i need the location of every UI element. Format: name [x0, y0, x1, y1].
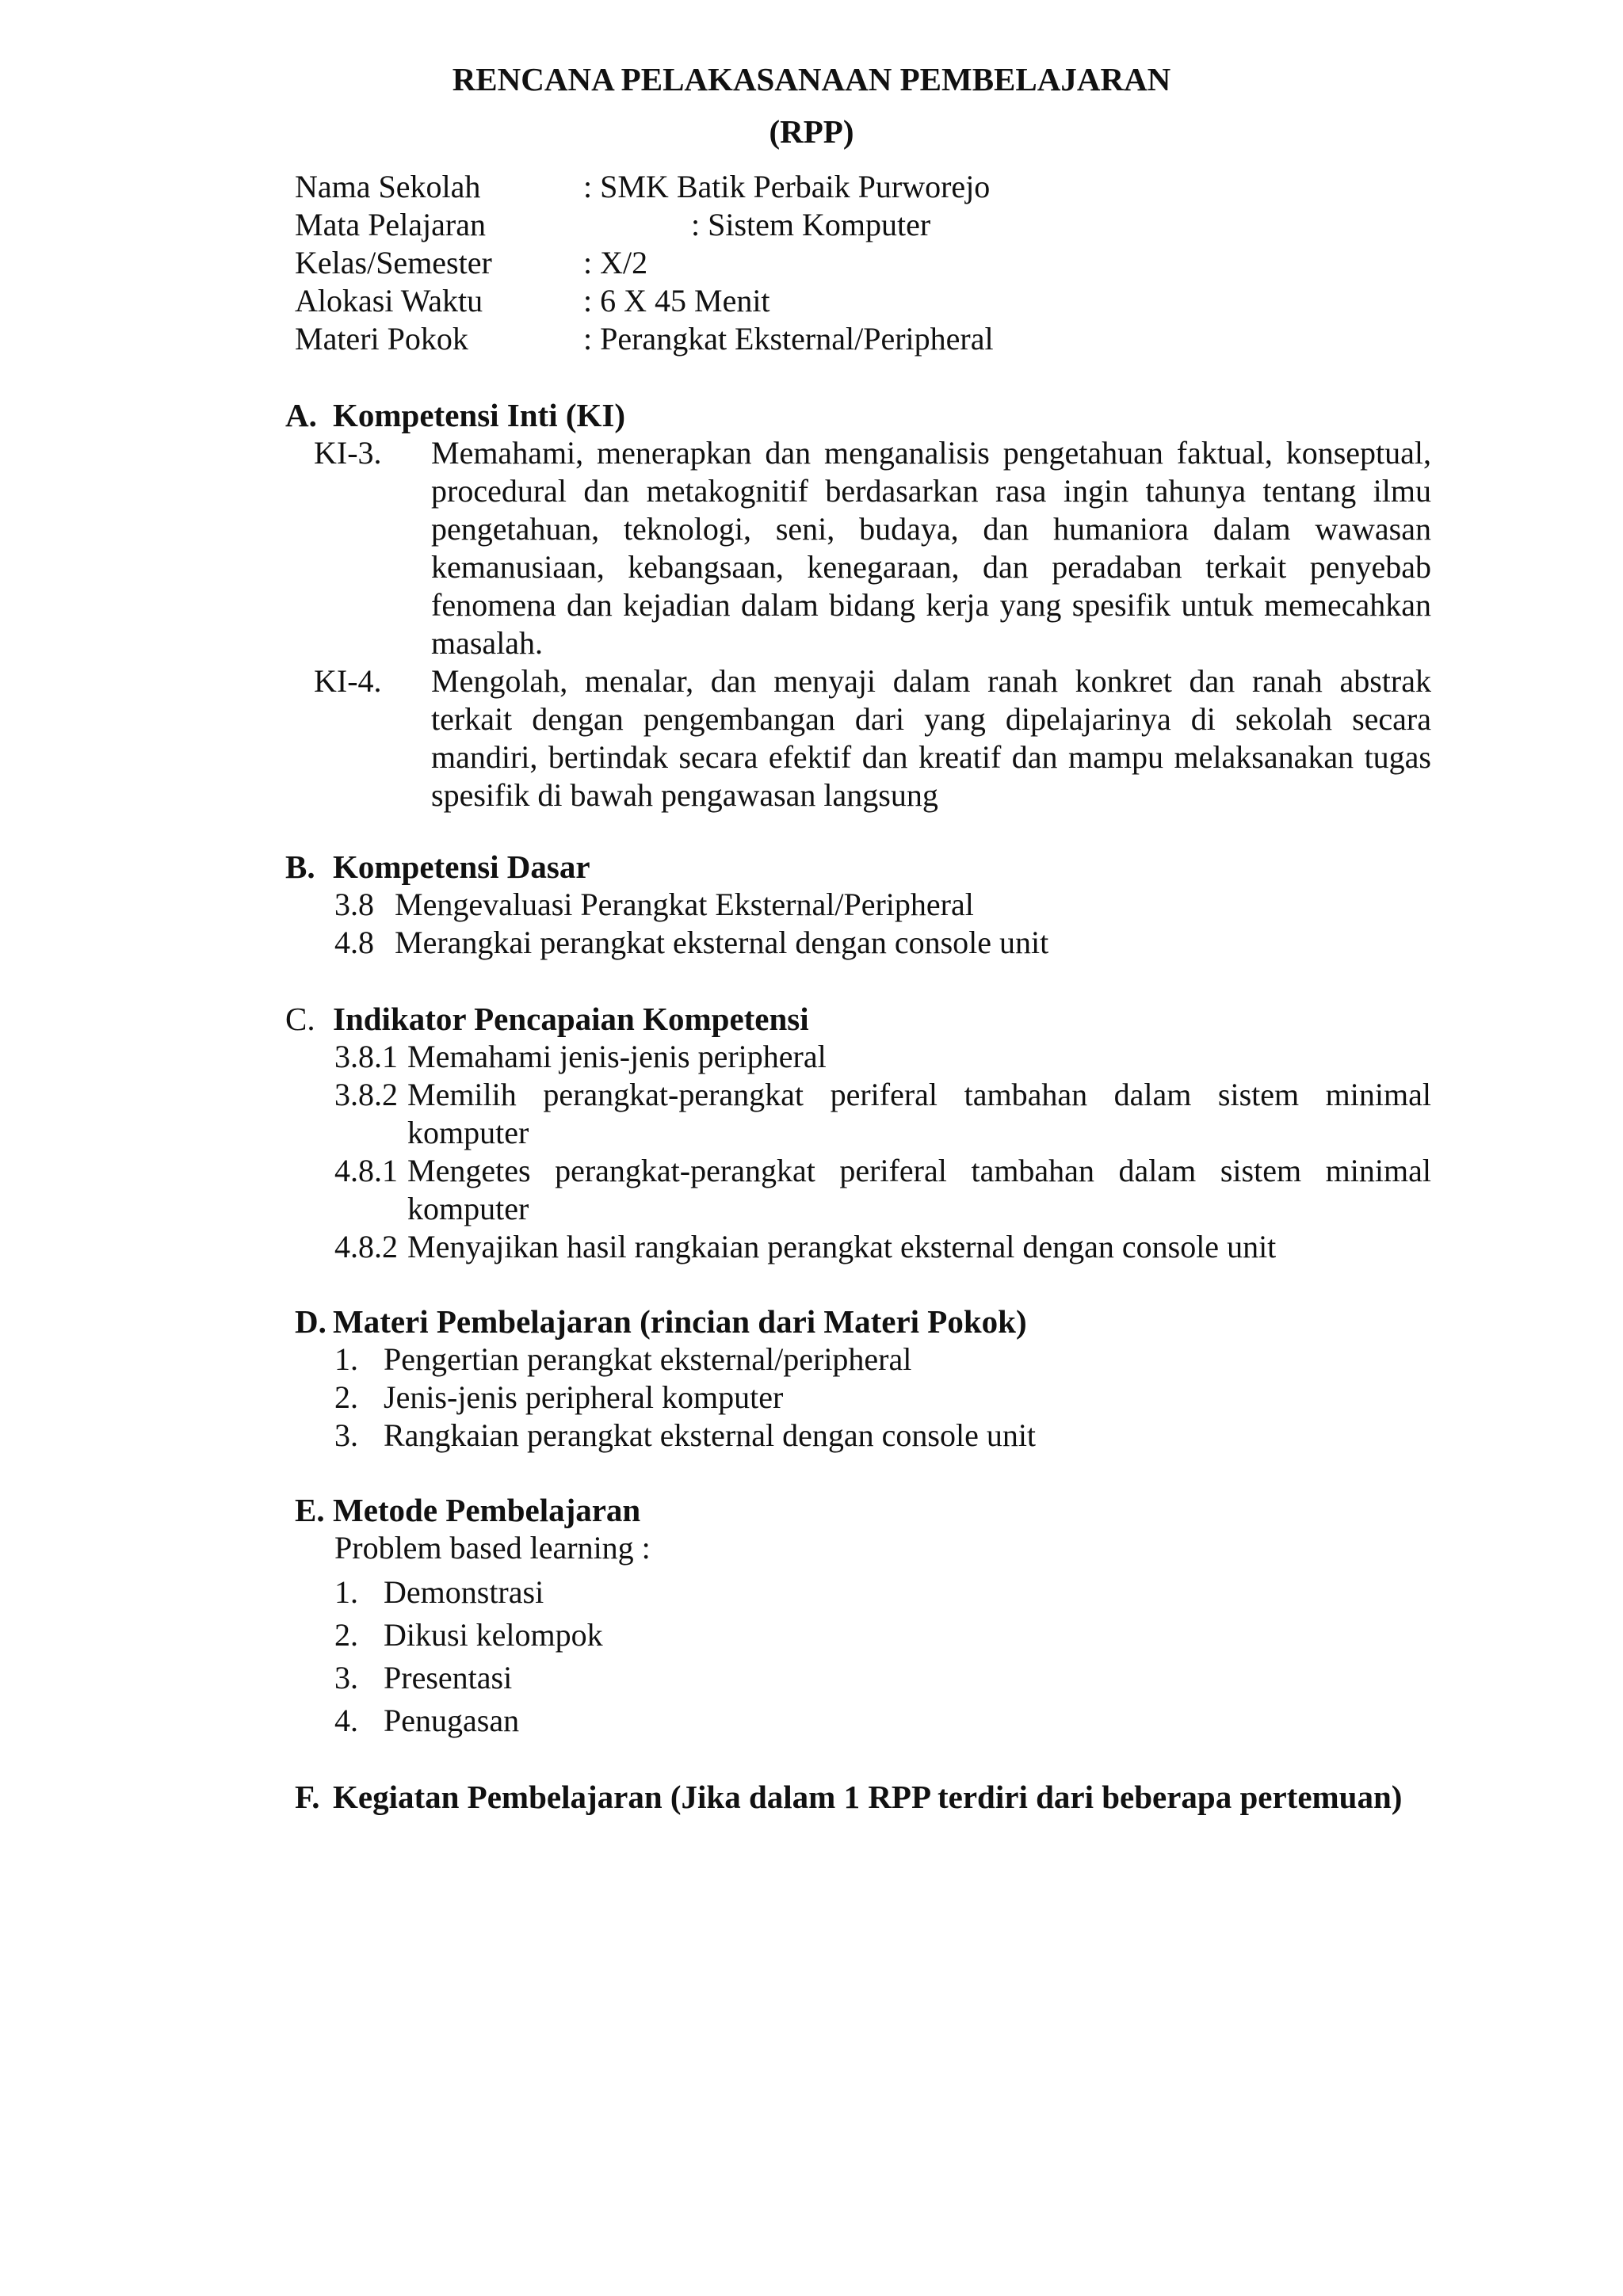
identity-label: Mata Pelajaran: [295, 207, 486, 242]
section-title: Kegiatan Pembelajaran (Jika dalam 1 RPP terdiri dari beberapa pertemuan): [333, 1779, 1403, 1815]
item-text: Rangkaian perangkat eksternal dengan console unit: [384, 1417, 1037, 1453]
identity-value: : Sistem Komputer: [691, 207, 931, 242]
item-number: 4.8.1: [334, 1153, 398, 1188]
identity-label: Materi Pokok: [295, 321, 468, 357]
item-text: Menyajikan hasil rangkaian perangkat eksternal dengan console unit: [407, 1229, 1277, 1264]
document-subtitle: (RPP): [769, 113, 854, 150]
section-letter: C.: [285, 1001, 315, 1037]
ki-4-text: Mengolah, menalar, dan menyaji dalam ranah konkret dan ranah abstrak terkait dengan pengembangan dari yang dipelajarinya di sekolah secara mandiri, bertindak secara efektif dan kreatif dan mampu melaksanakan tugas spesifik di bawah pengawasan langsung: [431, 663, 1431, 813]
item-number: 3.: [334, 1417, 358, 1453]
identity-value: : Perangkat Eksternal/Peripheral: [583, 321, 994, 357]
list-item: [334, 1228, 1276, 1266]
identity-row-class: [295, 244, 647, 282]
identity-row-time: [295, 282, 770, 320]
identity-label: Nama Sekolah: [295, 169, 481, 204]
item-number: 4.8: [334, 925, 374, 960]
identity-value: : X/2: [583, 245, 648, 280]
section-e-heading: [295, 1491, 640, 1529]
item-number: 1.: [334, 1574, 358, 1610]
list-item: [334, 1038, 827, 1076]
item-number: 2.: [334, 1617, 358, 1653]
item-text: Demonstrasi: [384, 1574, 544, 1610]
item-number: 3.8.2: [334, 1077, 398, 1112]
section-c-heading: [285, 1000, 809, 1038]
identity-row-subject: [295, 206, 930, 244]
identity-value: : SMK Batik Perbaik Purworejo: [583, 169, 991, 204]
list-item: [334, 886, 974, 924]
item-number: 4.: [334, 1703, 358, 1738]
section-title: Kompetensi Inti (KI): [333, 397, 625, 433]
item-number: 1.: [334, 1341, 358, 1377]
identity-row-school: [295, 168, 990, 206]
document-title: RENCANA PELAKASANAAN PEMBELAJARAN: [452, 61, 1171, 97]
identity-label: Kelas/Semester: [295, 245, 492, 280]
list-item: [334, 1659, 512, 1697]
item-text: Presentasi: [384, 1660, 513, 1695]
identity-value: : 6 X 45 Menit: [583, 283, 770, 318]
ki-4-label: KI-4.: [314, 663, 382, 699]
item-text: Pengertian perangkat eksternal/peripheral: [384, 1341, 912, 1377]
section-title: Materi Pembelajaran (rincian dari Materi Pokok): [333, 1303, 1027, 1340]
ki-3-text: Memahami, menerapkan dan menganalisis pengetahuan faktual, konseptual, procedural dan metakognitif berdasarkan rasa ingin tahunya tentang ilmu pengetahuan, teknologi, seni, budaya, dan humaniora dalam wawasan kemanusiaan, kebangsaan, kenegaraan, dan peradaban terkait penyebab fenomena dan kejadian dalam bidang kerja yang spesifik untuk memecahkan masalah.: [431, 435, 1431, 661]
list-item: [334, 1417, 1036, 1455]
item-text: Jenis-jenis peripheral komputer: [384, 1379, 784, 1415]
section-letter: F.: [295, 1779, 320, 1815]
list-item: [334, 1573, 544, 1611]
item-text: Memilih perangkat-perangkat periferal tambahan dalam sistem minimal komputer: [407, 1077, 1431, 1150]
ki-3-label: KI-3.: [314, 435, 382, 471]
item-text: Mengetes perangkat-perangkat periferal tambahan dalam sistem minimal komputer: [407, 1153, 1431, 1226]
section-a-heading: [285, 396, 625, 434]
item-text: Mengevaluasi Perangkat Eksternal/Peripheral: [395, 887, 974, 922]
item-number: 3.8: [334, 887, 374, 922]
item-number: 2.: [334, 1379, 358, 1415]
section-letter: E.: [295, 1492, 325, 1528]
item-text: Penugasan: [384, 1703, 520, 1738]
item-number: 3.8.1: [334, 1039, 398, 1074]
list-item: [334, 1616, 603, 1654]
identity-row-material: [295, 320, 994, 358]
section-d-heading: [295, 1302, 1027, 1341]
identity-label: Alokasi Waktu: [295, 283, 483, 318]
section-letter: A.: [285, 397, 317, 433]
section-b-heading: [285, 848, 590, 886]
section-title: Metode Pembelajaran: [333, 1492, 641, 1528]
method-intro: Problem based learning :: [334, 1530, 651, 1566]
item-text: Dikusi kelompok: [384, 1617, 603, 1653]
list-item: [334, 1379, 783, 1417]
section-letter: B.: [285, 849, 315, 885]
item-text: Merangkai perangkat eksternal dengan console unit: [395, 925, 1049, 960]
item-number: 4.8.2: [334, 1229, 398, 1264]
list-item: [334, 1702, 519, 1740]
item-text: Memahami jenis-jenis peripheral: [407, 1039, 827, 1074]
list-item: [334, 1341, 911, 1379]
list-item: [334, 924, 1048, 962]
section-title: Indikator Pencapaian Kompetensi: [333, 1001, 809, 1037]
section-letter: D.: [295, 1303, 327, 1340]
section-f-heading: [295, 1778, 1402, 1816]
section-title: Kompetensi Dasar: [333, 849, 590, 885]
item-number: 3.: [334, 1660, 358, 1695]
